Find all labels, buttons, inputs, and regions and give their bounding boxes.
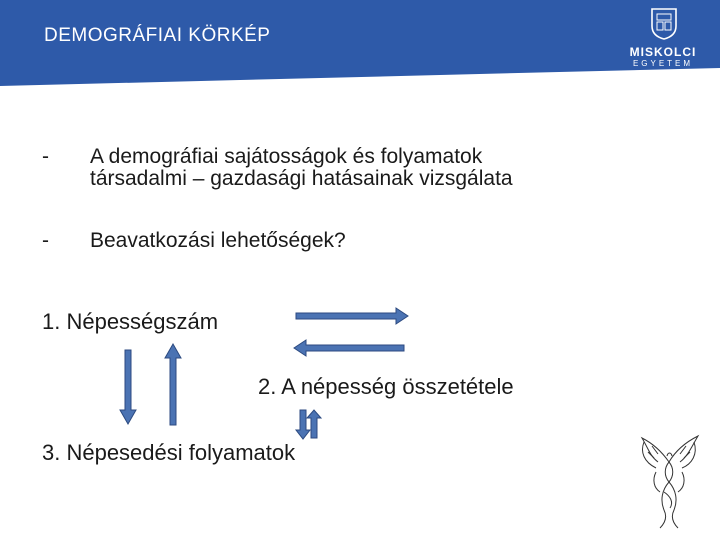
arrow-right — [296, 308, 408, 324]
bullet-marker-2: - — [42, 229, 49, 252]
bullet-marker-1: - — [42, 145, 49, 168]
logo-name: MISKOLCI — [629, 45, 697, 59]
bullet-2-text: Beavatkozási lehetőségek? — [90, 229, 346, 252]
arrow-small-up — [307, 410, 321, 438]
slide-title: DEMOGRÁFIAI KÖRKÉP — [44, 25, 271, 46]
node-population-composition: 2. A népesség összetétele — [258, 374, 514, 399]
arrow-down — [120, 350, 136, 424]
arrow-left — [294, 340, 404, 356]
node-population-size: 1. Népességszám — [42, 309, 219, 334]
bullet-1-line-1: A demográfiai sajátosságok és folyamatok — [90, 145, 483, 168]
phoenix-sketch-icon — [634, 432, 704, 530]
arrow-small-down — [296, 410, 310, 439]
logo-subname: EGYETEM — [632, 59, 694, 68]
bullet-1-line-2: társadalmi – gazdasági hatásainak vizsgálata — [90, 167, 513, 190]
arrow-up — [165, 344, 181, 425]
node-population-processes: 3. Népesedési folyamatok — [42, 440, 296, 465]
logo-tagline: UNIVERSITY OF MISKOLC — [627, 70, 699, 75]
